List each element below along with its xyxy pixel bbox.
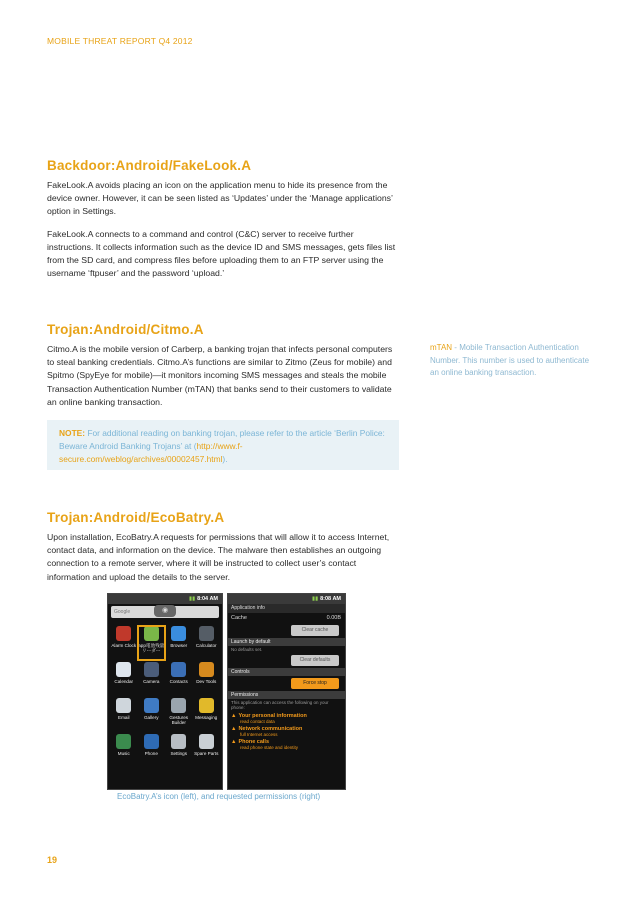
- cache-label: Cache: [231, 615, 247, 621]
- app-label: Music: [117, 751, 130, 756]
- cache-value: 0.00B: [326, 615, 341, 621]
- permission-title: Network communication: [238, 726, 303, 732]
- signal-icon: ▮▮: [312, 596, 319, 602]
- warning-icon: ▲: [231, 726, 237, 732]
- status-time: 8:04 AM: [197, 596, 218, 602]
- section-fakelook: [47, 158, 399, 289]
- section-title: Trojan:Android/EcoBatry.A: [47, 510, 225, 525]
- permission-item: [228, 711, 345, 724]
- app-icon: [199, 698, 214, 713]
- paragraph: Citmo.A is the mobile version of Carberp, a banking trojan that infects personal computers to steal banking credentials. Citmo.A’s functions are similar to Zitmo (Zeus for mobile) and Spitmo (SpyEye for mobile)—it monitors incoming SMS messages and steals the mobile Transaction Authentication Number (mTAN) that banks send to their customers to validate an online banking transaction.: [47, 344, 393, 407]
- permissions-intro: This application can access the following on your phone:: [231, 700, 329, 710]
- app-icon: [171, 626, 186, 641]
- sidenote-term: mTAN: [430, 343, 453, 352]
- search-bar: Google: [111, 606, 219, 618]
- clear-cache-button: Clear cache: [291, 625, 339, 636]
- app-label: Gallery: [143, 715, 159, 720]
- controls-section: Controls: [228, 668, 345, 676]
- app-icon: [171, 698, 186, 713]
- launch-section: Launch by default: [228, 638, 345, 646]
- permission-detail: read phone state and identity: [240, 745, 299, 750]
- app-icon: [171, 734, 186, 749]
- app-info-screenshot: [227, 593, 346, 790]
- permission-item: [228, 724, 345, 737]
- warning-icon: ▲: [231, 739, 237, 745]
- section-citmo: [47, 322, 399, 418]
- app-icon-item: [138, 734, 166, 768]
- app-icon-item: [165, 626, 193, 660]
- app-label: Settings: [170, 751, 188, 756]
- app-icon-item: [110, 626, 138, 660]
- sidenote-mtan: [430, 342, 598, 380]
- app-label: Gestures Builder: [169, 715, 189, 725]
- permissions-list: [228, 711, 345, 750]
- app-icon: [116, 662, 131, 677]
- app-icon-item: [165, 734, 193, 768]
- app-icon: [199, 734, 214, 749]
- cache-row: [228, 613, 345, 623]
- app-icon-item: [110, 734, 138, 768]
- screenshots-figure: [107, 593, 347, 793]
- status-time: 8:08 AM: [320, 596, 341, 602]
- app-icon-item: [110, 698, 138, 732]
- clear-defaults-button: Clear defaults: [291, 655, 339, 666]
- note-text-end: ).: [222, 454, 228, 464]
- app-icon: [144, 698, 159, 713]
- paragraph: Upon installation, EcoBatry.A requests for permissions that will allow it to access Internet, contact data, and information on the device. The malware then establishes an outgoing connection to a remote server, where it will be instructed to collect user’s contact information and upload the details to the server.: [47, 532, 390, 582]
- warning-icon: ▲: [231, 713, 237, 719]
- app-label: Alarm Clock: [111, 643, 137, 648]
- app-drawer-screenshot: [107, 593, 223, 790]
- app-icon: [116, 734, 131, 749]
- force-stop-button: Force stop: [291, 678, 339, 689]
- status-bar: [228, 594, 345, 604]
- note-label: NOTE:: [59, 428, 86, 438]
- app-icon-item: [193, 734, 221, 768]
- status-bar: [108, 594, 222, 604]
- app-grid: [108, 620, 222, 768]
- app-label: Contacts: [169, 679, 188, 684]
- app-label: Email: [118, 715, 130, 720]
- app-icon-item: [193, 626, 221, 660]
- app-label: Phone: [144, 751, 158, 756]
- permission-detail: full Internet access: [240, 732, 278, 737]
- app-label: Dev Tools: [196, 679, 217, 684]
- app-icon-item: [193, 662, 221, 696]
- app-label: Browser: [170, 643, 188, 648]
- note-text: For additional reading on banking trojan, please refer to the article ‘Berlin Police: Beware Android Banking Trojans’ at (: [59, 428, 385, 451]
- section-ecobatry: [47, 510, 399, 593]
- permission-detail: read contact data: [240, 719, 275, 724]
- app-label: Messaging: [195, 715, 218, 720]
- app-icon: [144, 626, 159, 641]
- app-icon-item: [138, 662, 166, 696]
- app-icon-item: [138, 698, 166, 732]
- note-box: [47, 420, 399, 470]
- permission-item: [228, 737, 345, 750]
- app-label: Calculator: [195, 643, 217, 648]
- app-icon-item: [165, 698, 193, 732]
- page-number: 19: [47, 855, 58, 865]
- paragraph: FakeLook.A avoids placing an icon on the application menu to hide its presence from the device owner. However, it can be seen listed as ‘Updates’ under the ‘Manage applications’ option in Settings.: [47, 180, 393, 217]
- figure-caption: EcoBatry.A’s icon (left), and requested permissions (right): [117, 792, 321, 801]
- sidenote-text: - Mobile Transaction Authentication Number. This number is used to authenticate an online banking transaction.: [430, 343, 590, 377]
- app-info-title: Application info: [228, 604, 345, 613]
- app-icon-item: [165, 662, 193, 696]
- permission-title: Phone calls: [238, 739, 270, 745]
- app-icon: [116, 698, 131, 713]
- app-label: Camera: [143, 679, 160, 684]
- app-icon: [199, 626, 214, 641]
- drawer-handle-icon: ◉: [154, 605, 176, 617]
- signal-icon: ▮▮: [189, 596, 196, 602]
- app-label: Spare Parts: [194, 751, 219, 756]
- section-title: Trojan:Android/Citmo.A: [47, 322, 204, 337]
- app-label: app電池残量 リーダー: [138, 643, 165, 653]
- note-link[interactable]: http://www.f-secure.com/weblog/archives/00002457.html: [59, 441, 243, 464]
- app-icon: [144, 662, 159, 677]
- permissions-section: Permissions: [228, 691, 345, 699]
- paragraph: FakeLook.A connects to a command and control (C&C) server to receive further instructions. It collects information such as the device ID and SMS messages, gets files list from the SD card, and compress files before uploading them to an FTP server using the username ‘ftpuser’ and the password ‘upload.’: [47, 228, 396, 279]
- permission-title: Your personal information: [238, 713, 307, 719]
- no-defaults-text: No defaults set.: [231, 647, 263, 652]
- app-icon: [116, 626, 131, 641]
- app-icon-item: [110, 662, 138, 696]
- section-title: Backdoor:Android/FakeLook.A: [47, 158, 252, 173]
- app-icon-item: [193, 698, 221, 732]
- app-icon: [171, 662, 186, 677]
- app-icon: [199, 662, 214, 677]
- app-icon-item: [138, 626, 166, 660]
- app-icon: [144, 734, 159, 749]
- report-header: MOBILE THREAT REPORT Q4 2012: [47, 36, 193, 46]
- app-label: Calendar: [114, 679, 134, 684]
